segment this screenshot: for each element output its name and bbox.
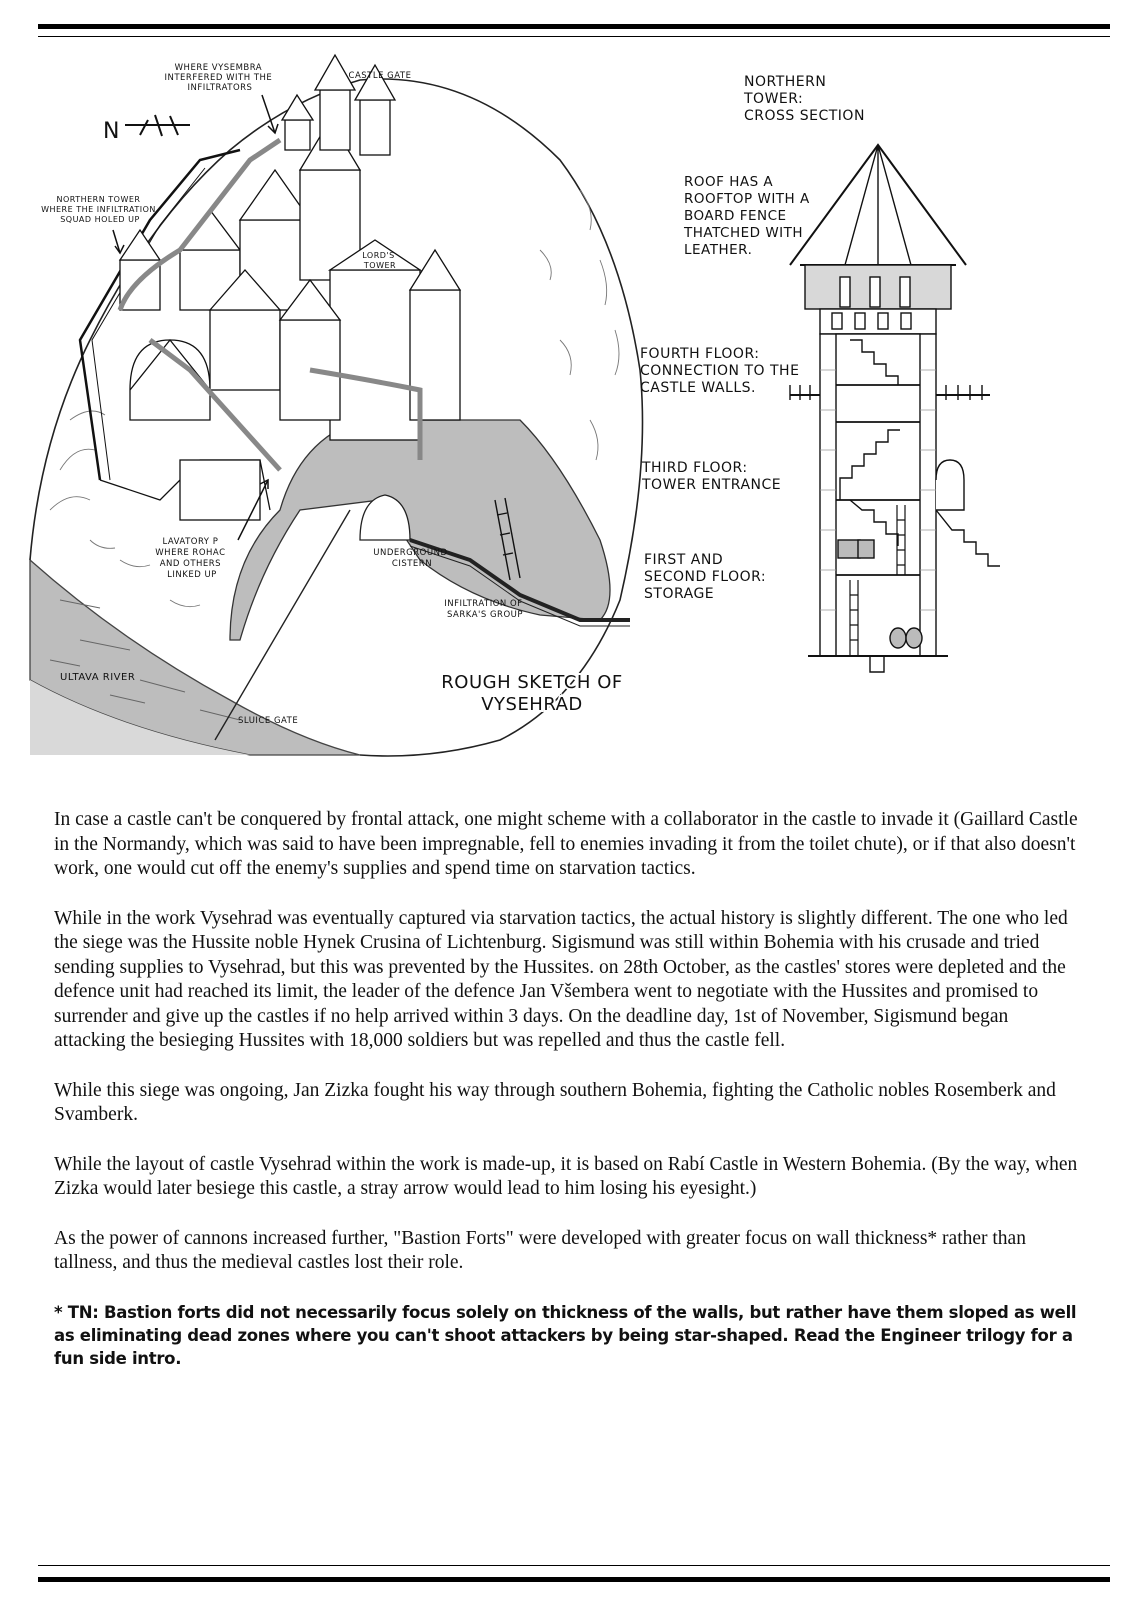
article-body [54, 808, 1084, 1395]
lords-tower-label-2: TOWER [363, 261, 397, 270]
lords-tower-label-1: LORD'S [362, 251, 395, 260]
illustration [0, 40, 1128, 770]
infiltration-label-1: INFILTRATION OF [444, 599, 523, 609]
svg-text:NORTHERN TOWER: CR [743, 74, 865, 124]
northern-tower-label-2: WHERE THE INFILTRATION [41, 205, 156, 214]
top-rule-thin [38, 36, 1110, 37]
svg-text:WHERE VYSEMBRA INTERFERE [165, 63, 276, 93]
top-rule-thick [38, 24, 1110, 29]
roof-label-3: BOARD FENCE [684, 208, 787, 224]
paragraph-5: As the power of cannons increased further, "Bastion Forts" were developed with greater focus on wall thickness* rather than tallness, and thus the medieval castles lost their role. [54, 1227, 1026, 1273]
bottom-rule-thin [38, 1565, 1110, 1566]
vysembra-label-1: WHERE VYSEMBRA [174, 63, 263, 73]
north-marker-label: N [103, 119, 120, 144]
sketch-title-line-2: VYSEHRAD [481, 694, 583, 715]
svg-text:LORD'S TOWER [362, 251, 398, 270]
svg-text:FIRST AND SECOND FLOOR: [644, 552, 771, 602]
fourth-floor-label-1: FOURTH FLOOR: [640, 346, 760, 362]
paragraph-2: While in the work Vysehrad was eventually captured via starvation tactics, the actual history is slightly different. The one who led the siege was the Hussite noble Hynek Crusina of Lichtenburg. Sigismund was still within Bohemia with his crusade and tried sending supplies to Vysehrad, but this was prevented by the Hussites. on 28th October, as the castles' stores were depleted and the defence unit had reached its limit, the leader of the defence Jan Všembera went to negotiate with the Hussites and promised to surrender and give up the castles if no help arrived within 3 days. On the deadline day, 1st of November, Sigismund began attacking the besieging Hussites with 18,000 soldiers but was repelled and thus the castle fell. [54, 907, 1068, 1051]
roof-label-4: THATCHED WITH [684, 225, 804, 241]
svg-text:LAVATORY P WHERE ROHAC [155, 537, 228, 580]
castle-sketch [30, 55, 643, 756]
lavatory-label-2: WHERE ROHAC [155, 548, 226, 558]
fourth-floor-label-2: CONNECTION TO THE [640, 363, 800, 379]
castle-gate-label: CASTLE GATE [348, 71, 412, 81]
tower-title-1: NORTHERN [744, 74, 827, 90]
roof-label-2: ROOFTOP WITH A [684, 191, 810, 207]
lavatory-label-4: LINKED UP [167, 570, 217, 580]
sluice-gate-label: SLUICE GATE [238, 716, 299, 726]
paragraph-1: In case a castle can't be conquered by frontal attack, one might scheme with a collaborator in the castle to invade it (Gaillard Castle in the Normandy, which was said to have been impregnable, fell to enemies invading it from the toilet chute), or if that also doesn't work, one would cut off the enemy's supplies and spend time on starvation tactics. [54, 809, 1078, 879]
infiltration-label-2: SARKA'S GROUP [447, 610, 523, 620]
svg-text:THIRD FLOOR: TOWER ENTRA [641, 460, 781, 493]
tower-title-2: TOWER: [744, 91, 804, 107]
vysembra-label-2: INTERFERED WITH THE [164, 73, 273, 83]
sketch-title-line-1: ROUGH SKETCH OF [441, 672, 623, 693]
third-floor-label-1: THIRD FLOOR: [642, 460, 748, 476]
third-floor-label-2: TOWER ENTRANCE [642, 477, 782, 493]
river-label: ULTAVA RIVER [60, 672, 136, 683]
tower-cross-section [790, 145, 1000, 672]
roof-label-1: ROOF HAS A [684, 174, 774, 190]
svg-text:ROOF HAS A ROOFTOP WITH [683, 174, 815, 258]
paragraph-3: While this siege was ongoing, Jan Zizka fought his way through southern Bohemia, fighting the Catholic nobles Rosemberk and Svamberk. [54, 1079, 1056, 1125]
translator-note: * TN: Bastion forts did not necessarily focus solely on thickness of the walls, but rather have them sloped as well as eliminating dead zones where you can't shoot attackers by being star-shaped. Read the Engineer trilogy for a fun side intro. [54, 1302, 1077, 1368]
tower-title-3: CROSS SECTION [744, 108, 865, 124]
lavatory-label-3: AND OTHERS [159, 559, 222, 569]
fourth-floor-label-3: CASTLE WALLS. [640, 380, 756, 396]
northern-tower-label-3: SQUAD HOLED UP [60, 215, 140, 224]
bottom-rule-thick [38, 1577, 1110, 1582]
first-floor-label-2: SECOND FLOOR: [644, 569, 767, 585]
northern-tower-label-1: NORTHERN TOWER [56, 195, 141, 204]
svg-text:FOURTH FLOOR: CONNECTION [640, 346, 804, 396]
svg-text:NORTHERN TOWER WHERE THE [41, 195, 159, 224]
paragraph-4: While the layout of castle Vysehrad within the work is made-up, it is based on Rabí Castle in Western Bohemia. (By the way, when Zizka would later besiege this castle, a stray arrow would lead to him losing his eyesight.) [54, 1153, 1078, 1199]
vysembra-label-3: INFILTRATORS [187, 83, 253, 93]
first-floor-label-1: FIRST AND [644, 552, 724, 568]
roof-label-5: LEATHER. [684, 242, 753, 258]
first-floor-label-3: STORAGE [644, 586, 715, 602]
svg-text:INFILTRATION OF SARKA'S [444, 599, 525, 620]
cistern-label-2: CISTERN [391, 559, 433, 569]
cistern-label-1: UNDERGROUND [373, 548, 448, 558]
lavatory-label-1: LAVATORY P [162, 537, 219, 547]
